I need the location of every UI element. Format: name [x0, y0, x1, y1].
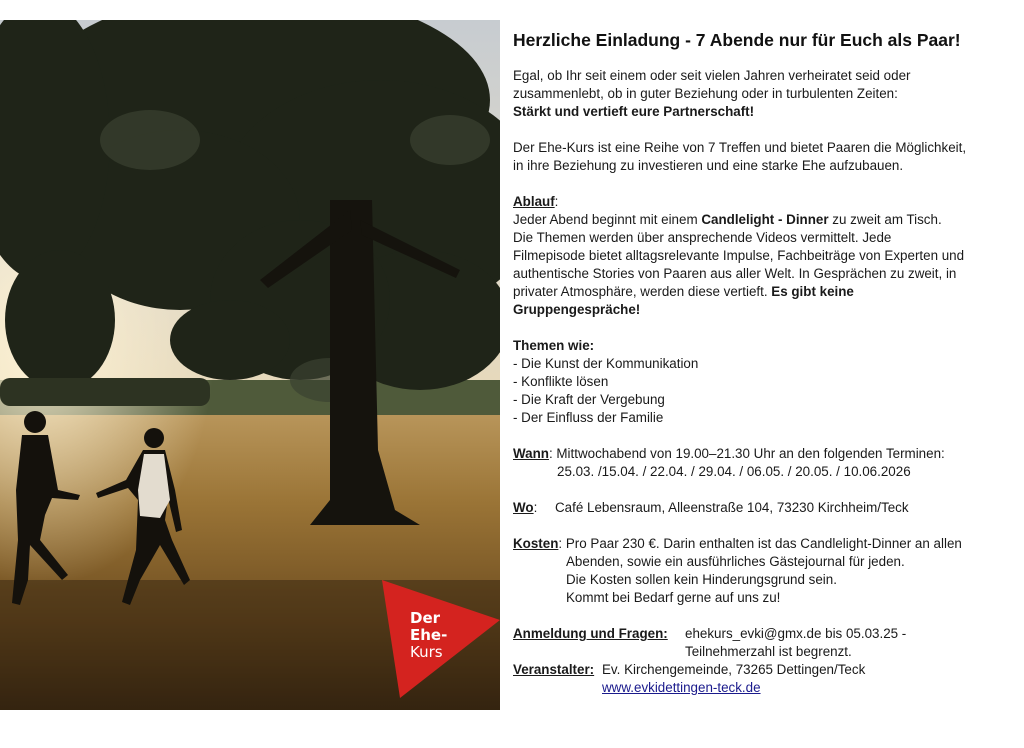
- couple-walking-under-tree-photo: [0, 20, 500, 710]
- ablauf-heading: Ablauf: [513, 194, 555, 209]
- veranstalter-label: Veranstalter:: [513, 662, 595, 677]
- themen-heading: Themen wie:: [513, 338, 595, 353]
- kosten-line-1: : Pro Paar 230 €. Darin enthalten ist das Candlelight-Dinner an allen: [558, 536, 962, 551]
- invitation-text-column: [513, 29, 1013, 697]
- page-title: Herzliche Einladung - 7 Abende nur für Euch als Paar!: [513, 30, 961, 50]
- themen-item: - Die Kraft der Vergebung: [513, 392, 665, 407]
- kosten-line-4: Kommt bei Bedarf gerne auf uns zu!: [566, 590, 781, 605]
- about-line-2: in ihre Beziehung zu investieren und eine starke Ehe aufzubauen.: [513, 158, 904, 173]
- anmeldung-label: Anmeldung und Fragen:: [513, 626, 668, 641]
- kosten-line-2: Abenden, sowie ein ausführliches Gästejournal für jeden.: [566, 554, 905, 569]
- logo-text-der: Der: [410, 609, 441, 627]
- intro-slogan: Stärkt und vertieft eure Partnerschaft!: [513, 104, 755, 119]
- website-link[interactable]: www.evkidettingen-teck.de: [602, 680, 761, 695]
- ablauf-text-3: Filmepisode bietet alltagsrelevante Impulse, Fachbeiträge von Experten und: [513, 248, 965, 263]
- logo-text-ehe: Ehe-: [410, 626, 448, 644]
- about-line-1: Der Ehe-Kurs ist eine Reihe von 7 Treffen und bietet Paaren die Möglichkeit,: [513, 140, 967, 155]
- ablauf-text-4: authentische Stories von Paaren aus aller Welt. In Gesprächen zu zweit, in: [513, 266, 957, 281]
- kosten-line-3: Die Kosten sollen kein Hinderungsgrund sein.: [566, 572, 837, 587]
- wann-dates: 25.03. /15.04. / 22.04. / 29.04. / 06.05. / 20.05. / 10.06.2026: [557, 464, 911, 479]
- ablauf-text-1c: zu zweit am Tisch.: [828, 212, 942, 227]
- ablauf-candlelight: Candlelight - Dinner: [701, 212, 829, 227]
- intro-line-1: Egal, ob Ihr seit einem oder seit vielen Jahren verheiratet seid oder: [513, 68, 911, 83]
- ablauf-text-1a: Jeder Abend beginnt mit einem: [513, 212, 702, 227]
- wann-label: Wann: [513, 446, 549, 461]
- wo-label: Wo: [513, 500, 534, 515]
- wann-text: : Mittwochabend von 19.00–21.30 Uhr an den folgenden Terminen:: [548, 446, 945, 461]
- ablauf-text-2: Die Themen werden über ansprechende Videos vermittelt. Jede: [513, 230, 892, 245]
- ablauf-text-6: Gruppengespräche!: [513, 302, 641, 317]
- themen-item: - Der Einfluss der Familie: [513, 410, 664, 425]
- themen-item: - Konflikte lösen: [513, 374, 609, 389]
- veranstalter-text: Ev. Kirchengemeinde, 73265 Dettingen/Teck: [602, 662, 866, 677]
- intro-line-2: zusammenlebt, ob in guter Beziehung oder in turbulenten Zeiten:: [513, 86, 898, 101]
- der-ehe-kurs-logo: [382, 580, 500, 698]
- themen-item: - Die Kunst der Kommunikation: [513, 356, 699, 371]
- ablauf-colon: :: [554, 194, 559, 209]
- anmeldung-email[interactable]: ehekurs_evki@gmx.de bis 05.03.25 -: [685, 626, 907, 641]
- wo-address: Café Lebensraum, Alleenstraße 104, 73230 Kirchheim/Teck: [555, 500, 909, 515]
- ablauf-text-5b: Es gibt keine: [771, 284, 854, 299]
- anmeldung-note: Teilnehmerzahl ist begrenzt.: [685, 644, 852, 659]
- wo-colon: :: [533, 500, 538, 515]
- kosten-label: Kosten: [513, 536, 559, 551]
- ablauf-text-5a: privater Atmosphäre, werden diese vertieft.: [513, 284, 772, 299]
- logo-text-kurs: Kurs: [410, 643, 443, 661]
